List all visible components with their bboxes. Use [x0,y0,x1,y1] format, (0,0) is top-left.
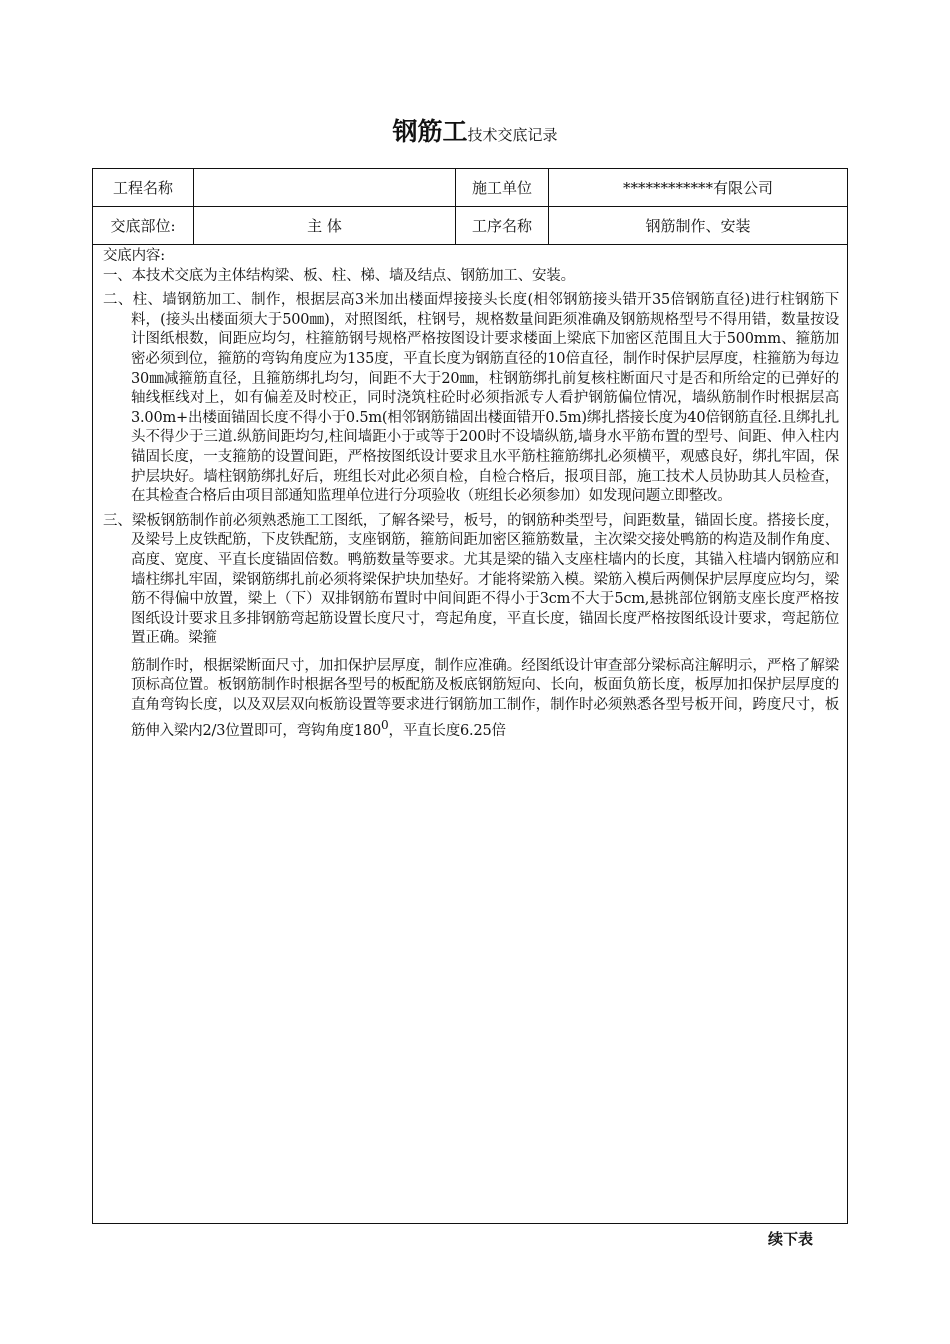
item-3-text-after: ，平直长度6.25倍 [388,722,506,739]
content-heading: 交底内容: [103,248,165,264]
title-main: 钢筋工 [392,117,468,146]
record-sheet [92,168,848,1224]
process-label: 工序名称 [456,207,549,244]
contractor-value[interactable]: ************有限公司 [622,179,773,197]
project-name-label: 工程名称 [93,169,194,206]
content-item-2: 二、柱、墙钢筋加工、制作，根据层高3米加出楼面焊接接头长度(相邻钢筋接头错开35倍钢筋直径)进行柱钢筋下料，(接头出楼面须大于500㎜)，对照图纸，柱钢号，规格数量间距须准确及钢筋规格型号不得用错，数量按设计图纸根数，间距应均匀，柱箍筋钢号规格严格按图设计要求楼面上梁底下加密区范围且大于500mm、箍筋加密必须到位，箍筋的弯钩角度应为135度，平直长度为钢筋直径的10倍直径，制作时保护层厚度，柱箍筋为每边30㎜减箍筋直径，且箍筋绑扎均匀，间距不大于20㎜，柱钢筋绑扎前复核柱断面尺寸是否和所给定的已弹好的轴线框线对上，如有偏差及时校正，同时浇筑柱砼时必须指派专人看护钢筋偏位情况，墙纵筋制作时根据层高 3.00m+出楼面锚固长度不得小于0.5m(相邻钢筋锚固出楼面错开0.5m)绑扎搭接长度为40倍钢筋直径.且绑扎扎头不得少于三道.纵筋间距均匀,柱间墙距小于或等于200时不设墙纵筋,墙身水平筋布置的型号、间距、伸入柱内锚固长度，一支箍筋的设置间距，严格按图纸设计要求且水平筋柱箍筋绑扎必须横平，观感良好，绑扎牢固，保护层块好。墙柱钢筋绑扎好后，班组长对此必须自检，自检合格后，报项目部，施工技术人员协助其人员检查，在其检查合格后由项目部通知监理单位进行分项验收（班组长必须参加）如发现问题立即整改。 [103,292,839,505]
contractor-label: 施工单位 [456,169,549,206]
item-3-text-before: 筋制作时，根据梁断面尺寸，加扣保护层厚度，制作应准确。经图纸设计审查部分梁标高注解明示，严格了解梁顶标高位置。板钢筋制作时根据各型号的板配筋及板底钢筋短向、长向，板面负筋长度，板厚加扣保护层厚度的直角弯钩长度，以及双层双向板筋设置等要求进行钢筋加工制作，制作时必须熟悉各型号板开间，跨度尺寸，板筋伸入梁内2/3位置即可，弯钩角度180 [131,657,839,739]
continue-note: 续下表 [768,1230,814,1248]
disclosure-content [103,247,839,741]
location-label: 交底部位: [93,207,194,244]
document-title [0,112,950,155]
content-item-1: 一、本技术交底为主体结构梁、板、柱、梯、墙及结点、钢筋加工、安装。 [103,267,575,284]
content-item-3-continued [103,657,839,741]
process-value[interactable]: 钢筋制作、安装 [645,217,751,235]
project-name-value[interactable] [194,169,456,206]
location-value[interactable]: 主 体 [194,207,456,244]
degree-superscript: 0 [381,717,389,732]
header-row-1 [93,169,847,207]
title-sub: 技术交底记录 [467,126,558,144]
content-item-3: 三、梁板钢筋制作前必须熟悉施工工图纸，了解各梁号，板号，的钢筋种类型号，间距数量，锚固长度。搭接长度，及梁号上皮铁配筋，下皮铁配筋，支座钢筋，箍筋间距加密区箍筋数量，主次梁交接处鸭筋的构造及制作角度、高度、宽度、平直长度锚固倍数。鸭筋数量等要求。尤其是梁的锚入支座柱墙内的长度，其锚入柱墙内钢筋应和墙柱绑扎牢固，梁钢筋绑扎前必须将梁保护块加垫好。才能将梁筋入模。梁筋入模后两侧保护层厚度应均匀，梁筋不得偏中放置，梁上（下）双排钢筋布置时中间间距不得小于3cm不大于5cm,悬挑部位钢筋支座长度严格按图纸设计要求且多排钢筋弯起筋设置长度尺寸，弯起角度，平直长度，锚固长度严格按图纸设计要求，弯起筋位置正确。梁箍 [103,512,839,647]
header-row-2 [93,207,847,245]
